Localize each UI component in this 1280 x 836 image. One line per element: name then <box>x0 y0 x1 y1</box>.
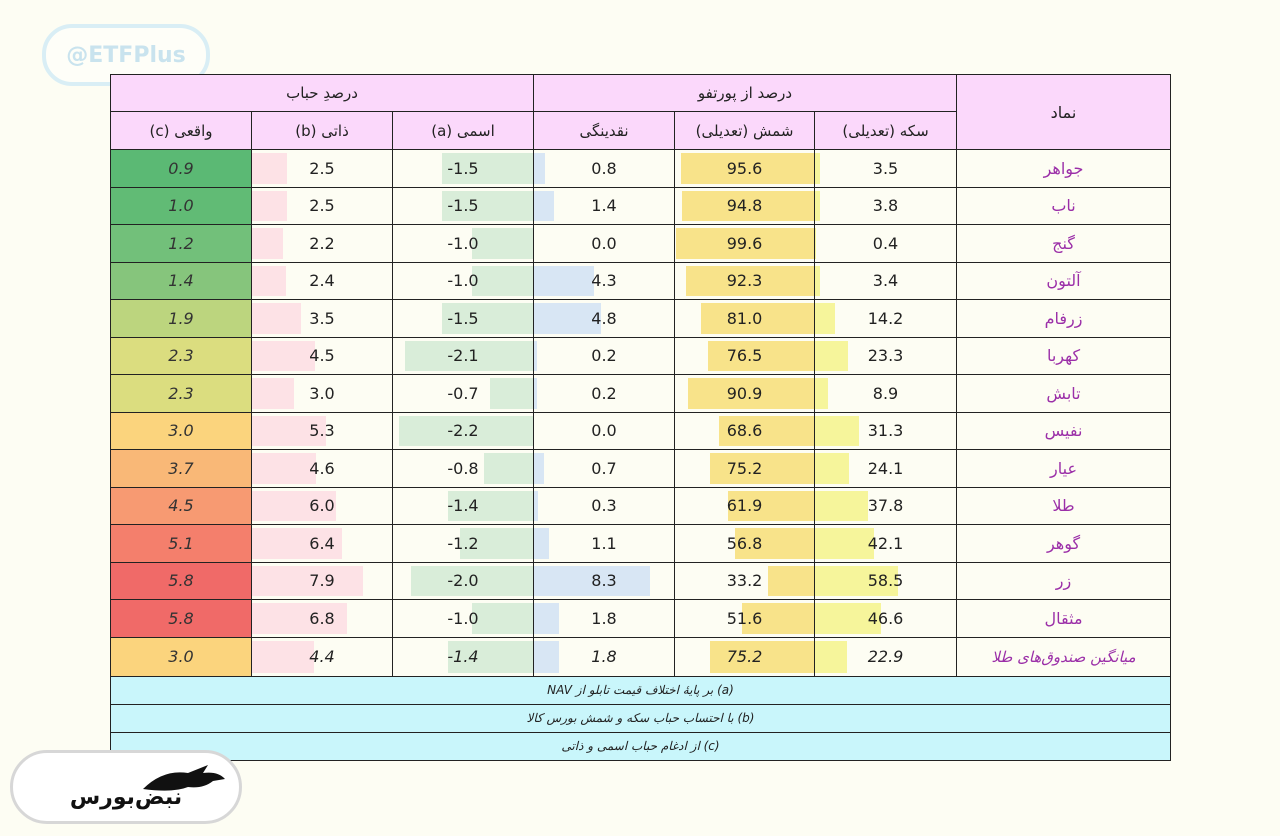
nominal-cell-value: -1.0 <box>447 233 479 253</box>
table-row <box>111 412 1171 450</box>
header-ingot: شمش (تعدیلی) <box>675 112 815 150</box>
real-bubble-cell: 5.1 <box>111 525 252 563</box>
gold-funds-table <box>110 74 1171 761</box>
cash-cell <box>534 225 675 263</box>
header-cash: نقدینگی <box>534 112 675 150</box>
real-bubble-cell: 1.9 <box>111 300 252 338</box>
ingot-cell-value: 56.8 <box>726 533 763 553</box>
coin-cell <box>815 600 957 638</box>
real-bubble-cell: 5.8 <box>111 562 252 600</box>
nominal-cell-value: -2.2 <box>447 421 479 441</box>
cash-cell-value: 4.8 <box>591 308 617 328</box>
table-row <box>111 487 1171 525</box>
symbol-cell: زر <box>957 562 1171 600</box>
footnote-2: (b) با احتساب حباب سکه و شمش بورس کالا <box>111 704 1171 732</box>
coin-cell-value: 46.6 <box>867 608 904 628</box>
symbol-cell: آلتون <box>957 262 1171 300</box>
table-row <box>111 337 1171 375</box>
intrinsic-cell <box>252 375 393 413</box>
intrinsic-cell-value: 4.4 <box>309 647 335 666</box>
coin-cell-value: 42.1 <box>867 533 904 553</box>
ingot-cell <box>675 187 815 225</box>
intrinsic-cell-value: 2.5 <box>309 158 335 178</box>
coin-cell-value: 58.5 <box>867 571 904 591</box>
symbol-cell: گنج <box>957 225 1171 263</box>
coin-cell-value: 22.9 <box>867 647 904 666</box>
intrinsic-cell <box>252 600 393 638</box>
header-coin: سکه (تعدیلی) <box>815 112 957 150</box>
table-body <box>111 150 1171 761</box>
nominal-cell-value: -1.5 <box>447 196 479 216</box>
nominal-cell <box>393 300 534 338</box>
ingot-cell-value: 95.6 <box>726 158 763 178</box>
real-bubble-cell: 1.2 <box>111 225 252 263</box>
intrinsic-cell <box>252 562 393 600</box>
ingot-cell-value: 33.2 <box>726 571 763 591</box>
ingot-cell-value: 75.2 <box>726 647 763 666</box>
header-bubble-group: درصدِ حباب <box>111 75 534 112</box>
coin-cell-value: 37.8 <box>867 496 904 516</box>
intrinsic-cell <box>252 225 393 263</box>
cash-cell <box>534 300 675 338</box>
note-row <box>111 732 1171 760</box>
symbol-cell: نفیس <box>957 412 1171 450</box>
ingot-cell-value: 90.9 <box>726 383 763 403</box>
cash-cell-value: 0.0 <box>591 421 617 441</box>
ingot-cell-value: 68.6 <box>726 421 763 441</box>
ingot-cell-value: 61.9 <box>726 496 763 516</box>
nominal-cell <box>393 450 534 488</box>
cash-cell <box>534 525 675 563</box>
real-bubble-cell: 4.5 <box>111 487 252 525</box>
ingot-cell-value: 51.6 <box>726 608 763 628</box>
real-bubble-cell: 1.0 <box>111 187 252 225</box>
nominal-cell-value: -1.0 <box>447 271 479 291</box>
header-intrinsic: ذاتی (b) <box>252 112 393 150</box>
intrinsic-cell <box>252 487 393 525</box>
ingot-cell <box>675 487 815 525</box>
coin-cell <box>815 525 957 563</box>
coin-cell-value: 8.9 <box>872 383 899 403</box>
cash-cell-value: 0.2 <box>591 346 617 366</box>
real-bubble-cell: 2.3 <box>111 375 252 413</box>
header-real: واقعی (c) <box>111 112 252 150</box>
table-row <box>111 525 1171 563</box>
cash-cell <box>534 150 675 188</box>
nominal-cell-value: -2.1 <box>447 346 479 366</box>
ingot-cell-value: 94.8 <box>726 196 763 216</box>
intrinsic-cell-value: 2.5 <box>309 196 335 216</box>
coin-cell <box>815 300 957 338</box>
coin-cell <box>815 225 957 263</box>
real-bubble-cell: 2.3 <box>111 337 252 375</box>
coin-cell <box>815 337 957 375</box>
nominal-cell-value: -0.7 <box>447 383 479 403</box>
intrinsic-cell <box>252 450 393 488</box>
intrinsic-cell-value: 2.4 <box>309 271 335 291</box>
ingot-cell-value: 76.5 <box>726 346 763 366</box>
nominal-cell-value: -1.4 <box>447 647 479 666</box>
coin-cell <box>815 262 957 300</box>
average-row <box>111 637 1171 676</box>
cash-cell <box>534 337 675 375</box>
symbol-cell: کهربا <box>957 337 1171 375</box>
table-row <box>111 225 1171 263</box>
nominal-cell <box>393 225 534 263</box>
symbol-cell: تابش <box>957 375 1171 413</box>
symbol-cell: گوهر <box>957 525 1171 563</box>
coin-cell <box>815 562 957 600</box>
cash-cell-value: 1.8 <box>591 608 617 628</box>
header-symbol: نماد <box>957 75 1171 150</box>
table-row <box>111 600 1171 638</box>
real-bubble-cell: 3.7 <box>111 450 252 488</box>
cash-cell <box>534 412 675 450</box>
intrinsic-cell <box>252 187 393 225</box>
ingot-cell <box>675 637 815 676</box>
cash-cell <box>534 262 675 300</box>
table-row <box>111 150 1171 188</box>
cash-cell <box>534 637 675 676</box>
intrinsic-cell-value: 5.3 <box>309 421 335 441</box>
ingot-cell-value: 92.3 <box>726 271 763 291</box>
ingot-cell <box>675 450 815 488</box>
intrinsic-cell <box>252 337 393 375</box>
cash-cell-value: 1.1 <box>591 533 617 553</box>
header-portfolio-group: درصد از پورتفو <box>534 75 957 112</box>
ingot-cell <box>675 375 815 413</box>
ingot-cell <box>675 225 815 263</box>
table-row <box>111 187 1171 225</box>
real-bubble-cell: 3.0 <box>111 412 252 450</box>
intrinsic-cell-value: 7.9 <box>309 571 335 591</box>
nominal-cell-value: -1.4 <box>447 496 479 516</box>
coin-cell <box>815 450 957 488</box>
symbol-cell: جواهر <box>957 150 1171 188</box>
intrinsic-cell <box>252 412 393 450</box>
coin-cell-value: 31.3 <box>867 421 904 441</box>
table-row <box>111 562 1171 600</box>
intrinsic-cell <box>252 637 393 676</box>
cash-cell-value: 0.8 <box>591 158 617 178</box>
coin-cell-value: 3.5 <box>872 158 899 178</box>
cash-cell <box>534 562 675 600</box>
nominal-cell <box>393 337 534 375</box>
intrinsic-cell <box>252 150 393 188</box>
footnote-1: (a) بر پایهٔ اختلاف قیمت تابلو از NAV <box>111 676 1171 704</box>
table-row <box>111 262 1171 300</box>
ingot-cell <box>675 337 815 375</box>
nominal-cell <box>393 262 534 300</box>
nominal-cell-value: -1.0 <box>447 608 479 628</box>
coin-cell-value: 3.8 <box>872 196 899 216</box>
coin-cell-value: 0.4 <box>872 233 899 253</box>
nominal-cell <box>393 525 534 563</box>
ingot-cell <box>675 262 815 300</box>
intrinsic-cell-value: 4.5 <box>309 346 335 366</box>
logo-text: نبض‌بورس <box>69 784 183 810</box>
coin-cell-value: 3.4 <box>872 271 899 291</box>
intrinsic-cell <box>252 300 393 338</box>
cash-cell-value: 0.7 <box>591 458 617 478</box>
ingot-cell <box>675 150 815 188</box>
coin-cell-value: 24.1 <box>867 458 904 478</box>
nominal-cell <box>393 375 534 413</box>
cash-cell <box>534 187 675 225</box>
nominal-cell <box>393 412 534 450</box>
ingot-cell <box>675 300 815 338</box>
ingot-cell-value: 81.0 <box>726 308 763 328</box>
brand-logo <box>10 750 242 824</box>
nominal-cell <box>393 150 534 188</box>
coin-cell <box>815 187 957 225</box>
table-row <box>111 300 1171 338</box>
coin-cell <box>815 150 957 188</box>
intrinsic-cell-value: 4.6 <box>309 458 335 478</box>
cash-cell-value: 1.4 <box>591 196 617 216</box>
real-bubble-cell: 3.0 <box>111 637 252 676</box>
note-row <box>111 676 1171 704</box>
coin-cell <box>815 637 957 676</box>
coin-cell <box>815 375 957 413</box>
cash-cell <box>534 450 675 488</box>
ingot-cell <box>675 600 815 638</box>
ingot-cell-value: 99.6 <box>726 233 763 253</box>
symbol-cell: مثقال <box>957 600 1171 638</box>
cash-cell <box>534 600 675 638</box>
nominal-cell-value: -1.5 <box>447 308 479 328</box>
intrinsic-cell-value: 6.4 <box>309 533 335 553</box>
intrinsic-cell <box>252 525 393 563</box>
header-nominal: اسمی (a) <box>393 112 534 150</box>
nominal-cell-value: -2.0 <box>447 571 479 591</box>
note-row <box>111 704 1171 732</box>
cash-cell-value: 4.3 <box>591 271 617 291</box>
footnote-3: (c) از ادغام حباب اسمی و ذاتی <box>111 732 1171 760</box>
coin-cell <box>815 412 957 450</box>
cash-cell-value: 0.3 <box>591 496 617 516</box>
watermark-badge: @ETFPlus <box>42 24 210 86</box>
ingot-cell <box>675 562 815 600</box>
cash-cell-value: 8.3 <box>591 571 617 591</box>
ingot-cell <box>675 525 815 563</box>
table-row <box>111 375 1171 413</box>
intrinsic-cell-value: 3.5 <box>309 308 335 328</box>
nominal-cell <box>393 487 534 525</box>
coin-cell <box>815 487 957 525</box>
cash-cell-value: 0.2 <box>591 383 617 403</box>
intrinsic-cell-value: 6.8 <box>309 608 335 628</box>
nominal-cell-value: -1.2 <box>447 533 479 553</box>
cash-cell <box>534 375 675 413</box>
intrinsic-cell-value: 3.0 <box>309 383 335 403</box>
real-bubble-cell: 1.4 <box>111 262 252 300</box>
coin-cell-value: 14.2 <box>867 308 904 328</box>
intrinsic-cell <box>252 262 393 300</box>
cash-cell-value: 0.0 <box>591 233 617 253</box>
cash-cell <box>534 487 675 525</box>
ingot-cell-value: 75.2 <box>726 458 763 478</box>
nominal-cell <box>393 637 534 676</box>
cash-cell-value: 1.8 <box>591 647 617 666</box>
nominal-cell-value: -1.5 <box>447 158 479 178</box>
nominal-cell <box>393 187 534 225</box>
real-bubble-cell: 5.8 <box>111 600 252 638</box>
symbol-cell: عیار <box>957 450 1171 488</box>
nominal-cell-value: -0.8 <box>447 458 479 478</box>
coin-cell-value: 23.3 <box>867 346 904 366</box>
intrinsic-cell-value: 2.2 <box>309 233 335 253</box>
symbol-cell: ناب <box>957 187 1171 225</box>
intrinsic-cell-value: 6.0 <box>309 496 335 516</box>
symbol-cell: میانگین صندوق‌های طلا <box>957 637 1171 676</box>
nominal-cell <box>393 562 534 600</box>
nominal-cell <box>393 600 534 638</box>
symbol-cell: زرفام <box>957 300 1171 338</box>
real-bubble-cell: 0.9 <box>111 150 252 188</box>
symbol-cell: طلا <box>957 487 1171 525</box>
table-row <box>111 450 1171 488</box>
ingot-cell <box>675 412 815 450</box>
